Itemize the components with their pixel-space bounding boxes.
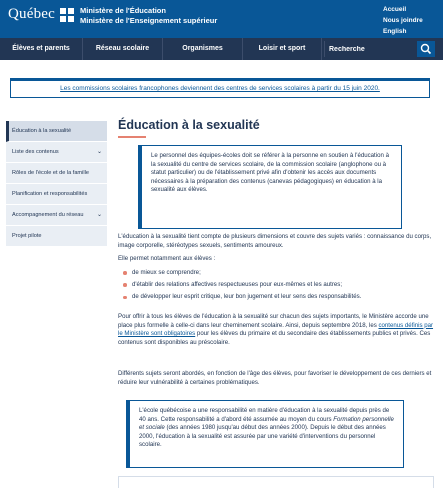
callout-text: Le personnel des équipes-écoles doit se référer à la personne en soutien à l'éducation à la sexualité du centre de services scolaire, de la commission scolaire (anglophone ou à statut particulier) ou de l'établissement privé afin d'obtenir les accès aux documents nécessaires à la préparation des contenus (canevas pédagogiques) en éducation à la sexualité aux élèves. bbox=[151, 152, 389, 194]
sidebar-item-label: Éducation à la sexualité bbox=[12, 128, 72, 134]
chevron-down-icon[interactable]: ⌄ bbox=[96, 212, 102, 218]
history-text-part-1: L'école québécoise a une responsabilité en matière d'éducation à la sexualité depuis près de 40 ans. Cette responsabilité a d'abord été assumée au moyen du cours bbox=[139, 407, 390, 423]
banner-link[interactable]: Les commissions scolaires francophones deviennent des centres de services scolaires à partir du 15 juin 2020. bbox=[60, 85, 380, 92]
quebec-logo[interactable]: Québec bbox=[8, 6, 56, 22]
sidebar-item-roles[interactable] bbox=[6, 163, 107, 184]
top-header bbox=[0, 0, 443, 38]
sidebar-item-label: Planification et responsabilités bbox=[12, 191, 88, 197]
page-title: Éducation à la sexualité bbox=[118, 118, 260, 132]
link-nous-joindre[interactable]: Nous joindre bbox=[383, 17, 423, 24]
link-accueil[interactable]: Accueil bbox=[383, 6, 407, 13]
topics-paragraph: Différents sujets seront abordés, en fonction de l'âge des élèves, pour favoriser le développement de ces derniers et réduire leur vulnérabilité à certaines problématiques. bbox=[118, 370, 432, 386]
chevron-down-icon[interactable]: ⌄ bbox=[96, 149, 102, 155]
sidebar-item-label: Liste des contenus bbox=[12, 149, 59, 155]
contenus-obligatoires-link[interactable]: contenus définis par le Ministère sont obligatoires bbox=[118, 321, 434, 338]
sidebar-item-label: Accompagnement du réseau bbox=[12, 212, 84, 218]
list-intro: Elle permet notamment aux élèves : bbox=[118, 255, 216, 262]
alert-banner bbox=[10, 78, 430, 98]
list-item: de développer leur esprit critique, leur bon jugement et leur sens des responsabilités. bbox=[122, 293, 361, 302]
history-text bbox=[139, 407, 397, 450]
nav-reseau-scolaire[interactable]: Réseau scolaire bbox=[83, 38, 163, 60]
nav-loisir-sport[interactable]: Loisir et sport bbox=[243, 38, 322, 60]
search-button[interactable] bbox=[417, 41, 435, 57]
program-text-part-1: Pour offrir à tous les élèves de l'éducation à la sexualité sur chacun des sujets importants, le Ministère accorde une place plus formelle à celle-ci dans leur cheminement scolaire. Ainsi, depuis septembre 2018, les bbox=[118, 313, 429, 329]
program-text-part-2: pour les élèves du primaire et du secondaire des établissements publics et privés. Ces contenus sont disponibles au préscolaire. bbox=[118, 330, 431, 346]
next-section-box bbox=[118, 476, 434, 488]
utility-links bbox=[383, 4, 423, 37]
sidebar bbox=[6, 121, 107, 247]
sidebar-item-planification[interactable] bbox=[6, 184, 107, 205]
sidebar-item-liste-contenus[interactable] bbox=[6, 142, 107, 163]
link-english[interactable]: English bbox=[383, 28, 407, 35]
title-underline bbox=[118, 136, 146, 138]
fleur-de-lys-icon bbox=[60, 8, 74, 22]
sidebar-item-label: Rôles de l'école et de la famille bbox=[12, 170, 89, 176]
info-callout bbox=[138, 145, 402, 229]
search-box bbox=[324, 41, 435, 57]
benefits-list bbox=[122, 269, 361, 306]
list-item: d'établir des relations affectives respectueuses pour eux-mêmes et les autres; bbox=[122, 281, 361, 290]
nav-organismes[interactable]: Organismes bbox=[163, 38, 243, 60]
sidebar-item-education-sexualite[interactable] bbox=[6, 121, 107, 142]
ministry-line-2: Ministère de l'Enseignement supérieur bbox=[80, 16, 218, 25]
nav-eleves-parents[interactable]: Élèves et parents bbox=[0, 38, 83, 60]
search-icon bbox=[417, 41, 435, 57]
main-navigation bbox=[0, 38, 443, 60]
ministry-line-1: Ministère de l'Éducation bbox=[80, 6, 166, 15]
intro-paragraph: L'éducation à la sexualité tient compte de plusieurs dimensions et couvre des sujets variés : connaissance du corps, image corporelle, stéréotypes sexuels, sentiments amoureux. bbox=[118, 233, 432, 249]
ministry-name bbox=[80, 6, 217, 26]
program-paragraph bbox=[118, 313, 434, 347]
list-item: de mieux se comprendre; bbox=[122, 269, 361, 278]
course-name: Formation personnelle et sociale bbox=[139, 415, 394, 432]
history-callout bbox=[126, 400, 404, 468]
history-text-part-2: (des années 1980 jusqu'au début des années 2000). Depuis le début des années 2000, l'éducation à la sexualité est assurée par une variété d'interventions du personnel scolaire. bbox=[139, 424, 386, 449]
sidebar-item-projet-pilote[interactable] bbox=[6, 226, 107, 247]
sidebar-item-accompagnement[interactable] bbox=[6, 205, 107, 226]
sidebar-item-label: Projet pilote bbox=[12, 233, 42, 239]
search-input[interactable] bbox=[329, 42, 415, 56]
